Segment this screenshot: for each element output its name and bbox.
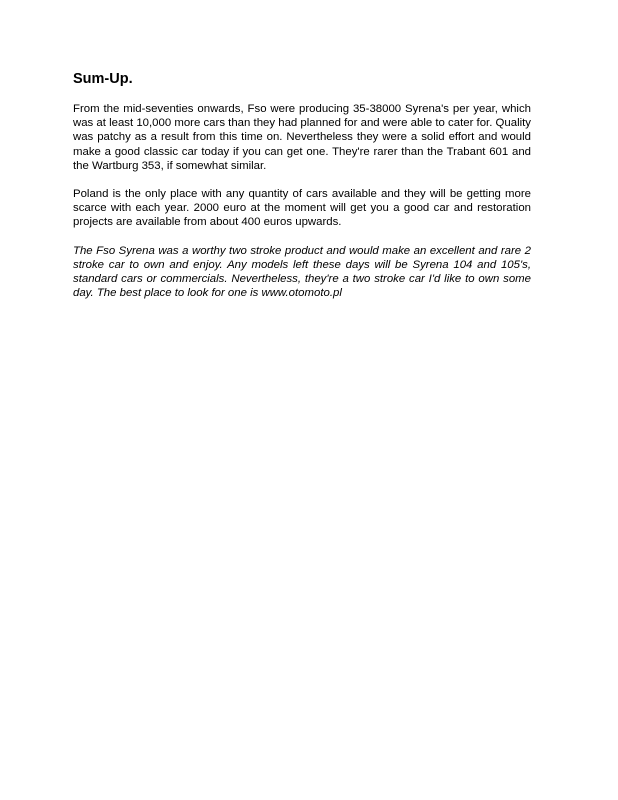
section-heading: Sum-Up. bbox=[73, 71, 133, 87]
paragraph-conclusion: The Fso Syrena was a worthy two stroke product and would make an excellent and rare 2 stroke car to own and enjoy. Any models left these days will be Syrena 104 and 105's, standard cars or commercials. Nevertheless, they're a two stroke car I'd like to own some day. The best place to look for one is www.otomoto.pl bbox=[73, 244, 531, 300]
document-body bbox=[73, 70, 531, 314]
paragraph-production: From the mid-seventies onwards, Fso were producing 35-38000 Syrena's per year, which was at least 10,000 more cars than they had planned for and were able to cater for. Quality was patchy as a result from this time on. Nevertheless they were a solid effort and would make a good classic car today if you can get one. They're rarer than the Trabant 601 and the Wartburg 353, if somewhat similar. bbox=[73, 103, 531, 172]
paragraph-availability: Poland is the only place with any quantity of cars available and they will be getting more scarce with each year. 2000 euro at the moment will get you a good car and restoration projects are available from about 400 euros upwards. bbox=[73, 188, 531, 229]
